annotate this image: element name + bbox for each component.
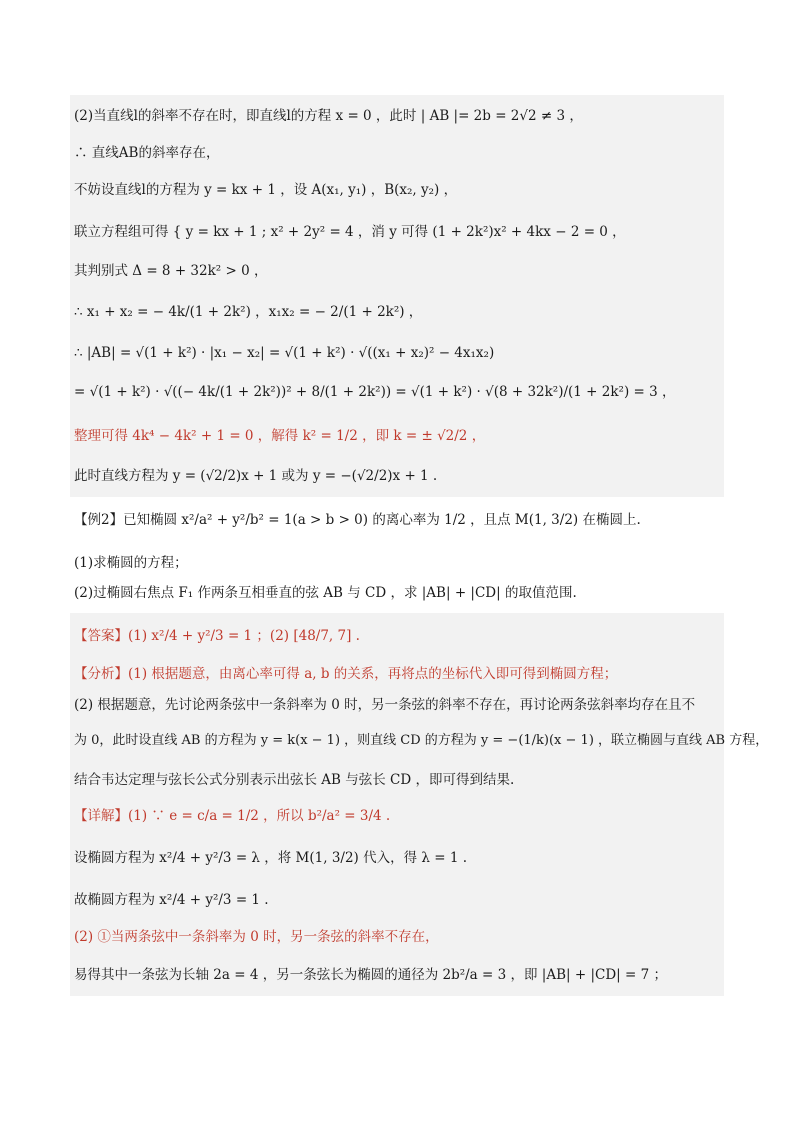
question-part-1: (1)求椭圆的方程； bbox=[74, 555, 188, 571]
text-line: 其判别式 Δ = 8 + 32k² > 0 ， bbox=[74, 263, 268, 279]
text-line: 整理可得 4k⁴ − 4k² + 1 = 0 ，解得 k² = 1/2 ，即 k = ± √2/2 ， bbox=[74, 428, 486, 444]
text-line: ∴ x₁ + x₂ = − 4k/(1 + 2k²) ，x₁x₂ = − 2/(1 + 2k²) ， bbox=[74, 304, 423, 320]
text-line: (2)当直线l的斜率不存在时，即直线l的方程 x = 0 ，此时 | AB |= 2b = 2√2 ≠ 3 ， bbox=[74, 108, 583, 124]
analysis-line: 为 0，此时设直线 AB 的方程为 y = k(x − 1) ，则直线 CD 的方程为 y = −(1/k)(x − 1) ，联立椭圆与直线 AB 方程， bbox=[74, 733, 769, 748]
text-line: 此时直线方程为 y = (√2/2)x + 1 或为 y = −(√2/2)x + 1 . bbox=[74, 468, 438, 484]
text-line: 不妨设直线l的方程为 y = kx + 1 ，设 A(x₁, y₁) ，B(x₂, y₂) ， bbox=[74, 182, 458, 198]
answer-line: 【答案】(1) x²/4 + y²/3 = 1 ；(2) [48/7, 7] . bbox=[74, 628, 360, 644]
detail-line: (2) ①当两条弦中一条斜率为 0 时，另一条弦的斜率不存在， bbox=[74, 929, 439, 945]
detail-line: 【详解】(1) ∵ e = c/a = 1/2 ，所以 b²/a² = 3/4 . bbox=[74, 808, 391, 824]
text-line: ∴ 直线AB的斜率存在， bbox=[74, 145, 220, 161]
detail-line: 故椭圆方程为 x²/4 + y²/3 = 1 . bbox=[74, 892, 269, 908]
analysis-line: 结合韦达定理与弦长公式分别表示出弦长 AB 与弦长 CD ，即可得到结果. bbox=[74, 772, 515, 788]
text-line: = √(1 + k²) · √((− 4k/(1 + 2k²))² + 8/(1 + 2k²)) = √(1 + k²) · √(8 + 32k²)/(1 + 2k²) = 3 ， bbox=[74, 384, 676, 400]
detail-line: 设椭圆方程为 x²/4 + y²/3 = λ ，将 M(1, 3/2) 代入，得 λ = 1 . bbox=[74, 850, 468, 866]
question-part-2: (2)过椭圆右焦点 F₁ 作两条互相垂直的弦 AB 与 CD ，求 |AB| + |CD| 的取值范围. bbox=[74, 585, 577, 601]
detail-line: 易得其中一条弦为长轴 2a = 4 ，另一条弦长为椭圆的通径为 2b²/a = 3 ，即 |AB| + |CD| = 7 ； bbox=[74, 967, 667, 983]
example-title: 【例2】已知椭圆 x²/a² + y²/b² = 1(a > b > 0) 的离心率为 1/2 ，且点 M(1, 3/2) 在椭圆上. bbox=[74, 512, 641, 528]
text-line: 联立方程组可得 { y = kx + 1 ; x² + 2y² = 4 ，消 y 可得 (1 + 2k²)x² + 4kx − 2 = 0 ， bbox=[74, 224, 626, 240]
analysis-line: (2) 根据题意，先讨论两条弦中一条斜率为 0 时，另一条弦的斜率不存在，再讨论两条弦斜率均存在且不 bbox=[74, 697, 696, 713]
text-line: ∴ |AB| = √(1 + k²) · |x₁ − x₂| = √(1 + k²) · √((x₁ + x₂)² − 4x₁x₂) bbox=[74, 345, 495, 361]
analysis-line: 【分析】(1) 根据题意，由离心率可得 a, b 的关系，再将点的坐标代入即可得到椭圆方程； bbox=[74, 666, 618, 682]
